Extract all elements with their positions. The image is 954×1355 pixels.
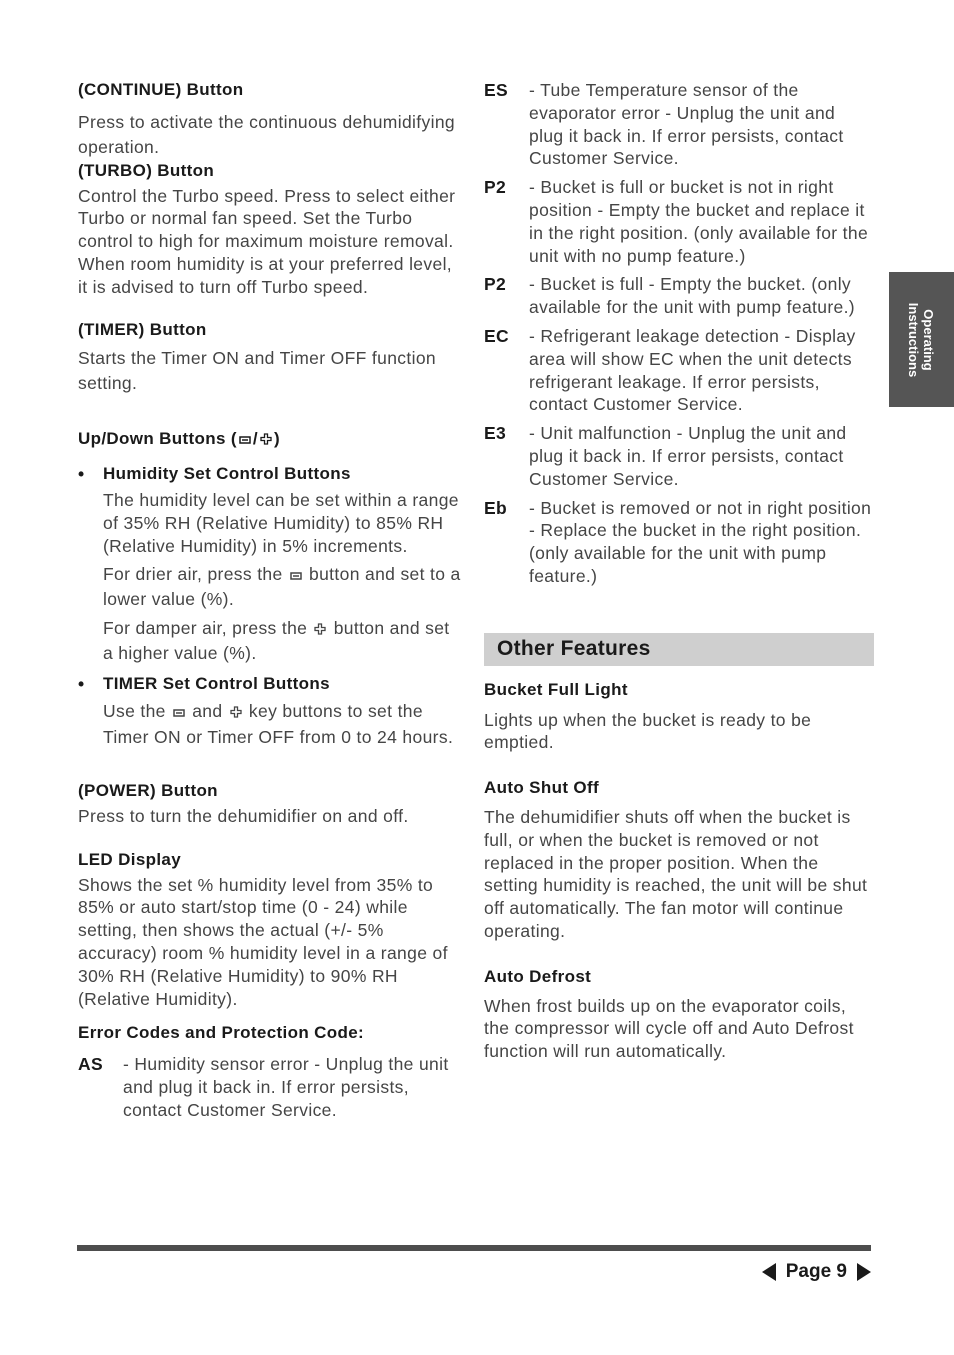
error-code-as <box>78 1053 463 1121</box>
timer-button-heading: (TIMER) Button <box>78 319 207 339</box>
auto-shut-off-description: The dehumidifier shuts off when the bucket is full, or when the bucket is removed or not replaced in the proper position. When the setting humidity is reached, the unit will be shut off automatically. The fan motor will continue operating. <box>484 806 868 941</box>
error-code-label: ES <box>484 80 509 100</box>
error-code-description: - Tube Temperature sensor of the evaporator error - Unplug the unit and plug it back in. If error persists, contact Customer Service. <box>529 80 844 169</box>
left-column <box>78 79 463 1122</box>
footer-rule <box>77 1245 871 1251</box>
up-down-heading-post: ) <box>274 429 281 449</box>
humidity-set-heading: Humidity Set Control Buttons <box>103 464 351 484</box>
page-number: Page 9 <box>785 1261 847 1282</box>
up-button-icon <box>314 623 326 635</box>
up-down-heading-pre: Up/Down Buttons ( <box>78 429 237 449</box>
error-code-ec <box>484 325 874 416</box>
humidity-damper-text <box>103 616 463 666</box>
error-code-label: AS <box>78 1054 104 1075</box>
timer-set-heading: TIMER Set Control Buttons <box>103 674 330 694</box>
side-tab-label <box>907 302 937 376</box>
auto-defrost-description: When frost builds up on the evaporator coils, the compressor will cycle off and Auto Defrost function will run automatically. <box>484 995 854 1062</box>
humidity-drier-pre: For drier air, press the <box>103 564 283 585</box>
bullet-dot: • <box>78 464 85 485</box>
continue-button-heading: (CONTINUE) Button <box>78 80 244 99</box>
up-button-icon <box>230 706 242 718</box>
down-button-icon <box>173 708 185 718</box>
other-features-heading: Other Features <box>497 636 651 660</box>
error-code-eb <box>484 497 874 588</box>
timer-set-post: key buttons to set the Timer ON or Timer OFF from 0 to 24 hours. <box>103 701 454 747</box>
power-button-heading: (POWER) Button <box>78 781 218 801</box>
bullet-dot: • <box>78 674 85 695</box>
side-tab-line2: Instructions <box>906 302 922 377</box>
turbo-button-heading: (TURBO) Button <box>78 160 215 180</box>
up-button-icon <box>260 433 272 445</box>
error-code-description: - Bucket is removed or not in right position - Replace the bucket in the right position. (only available for the unit with pump feature.) <box>529 497 872 586</box>
other-features-bar <box>484 633 874 666</box>
bucket-full-light-heading: Bucket Full Light <box>484 679 628 699</box>
next-page-icon[interactable] <box>857 1263 871 1281</box>
operating-instructions-tab <box>889 272 954 407</box>
led-display-description: Shows the set % humidity level from 35% to 85% or auto start/stop time (0 - 24) while setting, then shows the actual (+/- 5% accuracy) room % humidity level in a range of 30% RH (Relative Humidity) to 90% RH (Relative Humidity). <box>78 874 448 1009</box>
error-code-p2-pump <box>484 273 874 319</box>
turbo-button-description: Control the Turbo speed. Press to select either Turbo or normal fan speed. Set the Turbo control to high for maximum moisture removal. When room humidity is at your preferred level, it is advised to turn off Turbo speed. <box>78 185 456 297</box>
down-button-icon <box>239 435 251 445</box>
error-code-es <box>484 79 874 170</box>
error-code-label: EC <box>484 325 510 346</box>
page-navigation <box>762 1259 871 1285</box>
up-down-buttons-heading <box>78 428 463 451</box>
power-button-description: Press to turn the dehumidifier on and off. <box>78 805 409 826</box>
auto-defrost-heading: Auto Defrost <box>484 966 592 986</box>
timer-set-mid: and <box>192 701 223 722</box>
error-code-e3 <box>484 422 874 490</box>
bucket-full-light-description: Lights up when the bucket is ready to be emptied. <box>484 709 812 753</box>
humidity-set-bullet <box>78 463 463 666</box>
humidity-damper-post: button and set a higher value (%). <box>103 618 450 664</box>
error-code-description: - Humidity sensor error - Unplug the unit and plug it back in. If error persists, contact Customer Service. <box>123 1054 449 1120</box>
timer-set-text <box>103 699 463 750</box>
continue-button-description: Press to activate the continuous dehumidifying operation. <box>78 111 456 157</box>
error-code-description: - Refrigerant leakage detection - Display area will show EC when the unit detects refrigerant leakage. If error persists, contact Customer Service. <box>529 325 856 415</box>
error-code-label: E3 <box>484 423 507 444</box>
error-code-description: - Bucket is full - Empty the bucket. (only available for the unit with pump feature.) <box>529 274 855 318</box>
auto-shut-off-heading: Auto Shut Off <box>484 778 600 798</box>
side-tab-line1: Operating <box>921 308 937 371</box>
error-code-description: - Bucket is full or bucket is not in right position - Empty the bucket and replace it in the right position. (only available for the unit with no pump feature.) <box>529 177 869 266</box>
error-code-label: P2 <box>484 177 507 198</box>
down-button-icon <box>290 571 302 581</box>
humidity-set-range-text: The humidity level can be set within a range of 35% RH (Relative Humidity) to 85% RH (Relative Humidity) in 5% increments. <box>103 489 459 556</box>
up-down-heading-sep: / <box>252 429 258 449</box>
humidity-damper-pre: For damper air, press the <box>103 618 308 639</box>
error-codes-heading: Error Codes and Protection Code: <box>78 1023 365 1043</box>
error-code-description: - Unit malfunction - Unplug the unit and plug it back in. If error persists, contact Customer Service. <box>529 423 847 489</box>
timer-set-bullet <box>78 673 463 750</box>
error-code-label: Eb <box>484 497 508 518</box>
timer-button-description: Starts the Timer ON and Timer OFF function setting. <box>78 348 437 394</box>
previous-page-icon[interactable] <box>762 1263 776 1281</box>
timer-set-pre: Use the <box>103 701 166 722</box>
right-column <box>484 79 874 1063</box>
error-code-label: P2 <box>484 274 507 295</box>
error-code-p2-no-pump <box>484 176 874 267</box>
led-display-heading: LED Display <box>78 849 182 869</box>
humidity-drier-text <box>103 562 463 612</box>
humidity-drier-post: button and set to a lower value (%). <box>103 564 461 610</box>
